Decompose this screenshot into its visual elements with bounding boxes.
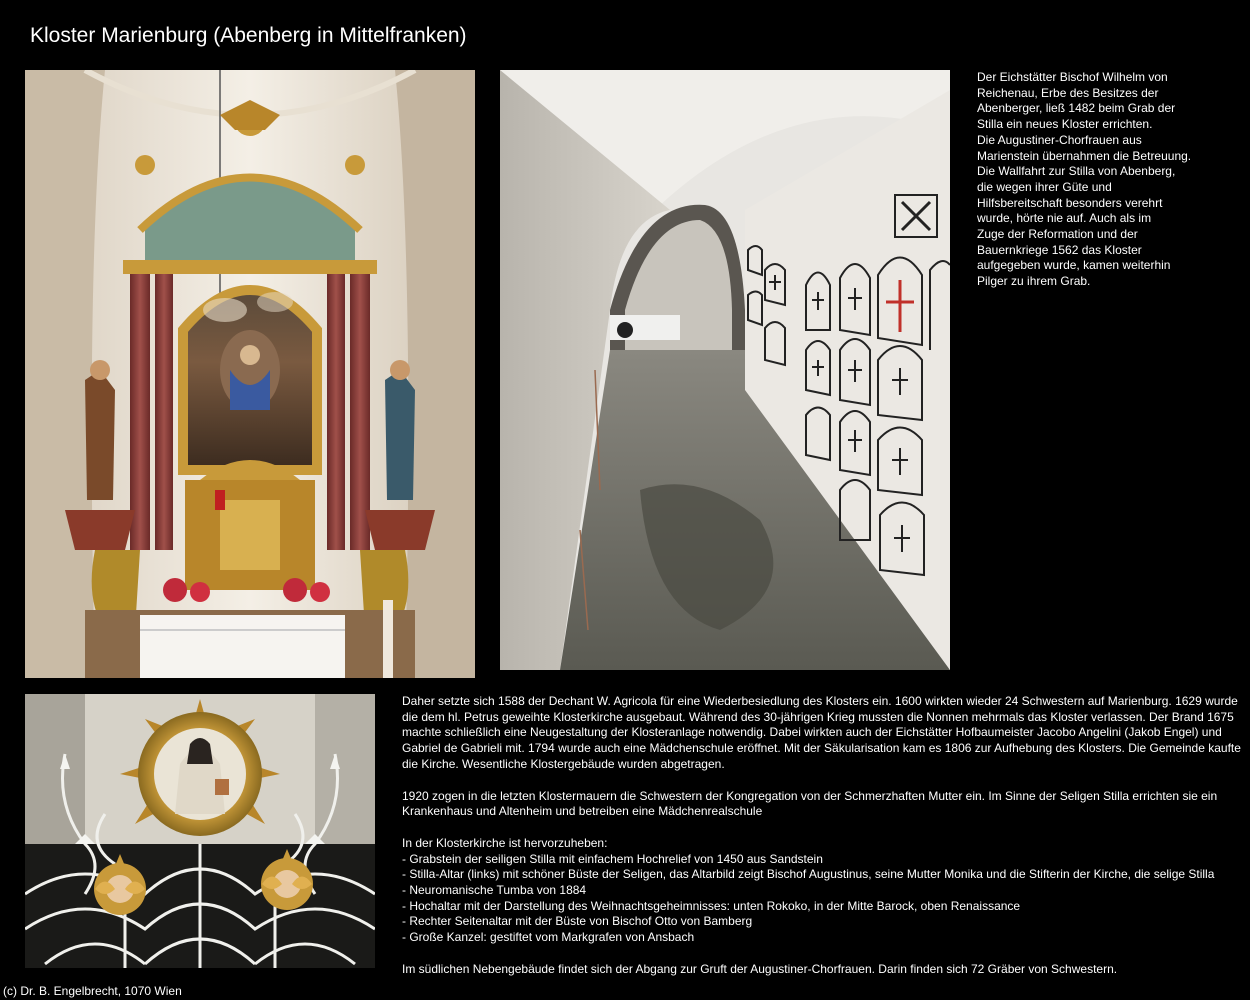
list-item: - Neuromanische Tumba von 1884 <box>402 883 587 898</box>
side-text-line: Zuge der Reformation und der <box>977 227 1138 242</box>
side-text-line: wurde, hörte nie auf. Auch als im <box>977 211 1152 226</box>
side-text-line: Bauernkriege 1562 das Kloster <box>977 242 1142 257</box>
side-text-line: Marienstein übernahmen die Betreuung. <box>977 148 1192 163</box>
paragraph-congregation: 1920 zogen in die letzten Klostermauern die Schwestern der Kongregation von der Schmerzhaften Mutter ein. Im Sinne der Seligen Stilla errichten sie ein Krankenhaus und Altenheim und betreiben eine Mädchenrealschule <box>402 788 1218 819</box>
side-text-line: Reichenau, Erbe des Besitzes der <box>977 85 1159 100</box>
history-side-text <box>977 70 1217 290</box>
side-text-line: die wegen ihrer Güte und <box>977 179 1112 194</box>
list-item: - Grabstein der seiligen Stilla mit einfachem Hochrelief von 1450 aus Sandstein <box>402 851 823 866</box>
high-altar-image <box>25 70 475 678</box>
side-text-line: Abenberger, ließ 1482 beim Grab der <box>977 101 1176 116</box>
paragraph-resettlement: Daher setzte sich 1588 der Dechant W. Agricola für eine Wiederbesiedlung des Klosters ein. 1600 wirkten wieder 24 Schwestern auf Marienburg. 1629 wurde die dem hl. Petrus geweihte Klosterkirche ausgebaut. Während des 30-jährigen Krieg mussten die Nonnen mehrmals das Kloster verlassen. Der Brand 1675 machte schließlich eine Neugestaltung der Klosteranlage notwendig. Dabei wirkten auch der Eichstätter Hofbaumeister Jacobo Angelini (Jakob Engel) und Gabriel de Gabrieli mit. 1794 wurde auch eine Mädchenschule eröffnet. Mit der Säkularisation kam es 1806 zur Aufhebung des Klosters. Die Gemeinde kaufte die Kirche. Wesentliche Klostergebäude wurden abgetragen. <box>402 694 1241 771</box>
side-text-line: Stilla ein neues Kloster errichten. <box>977 117 1153 132</box>
list-item: - Stilla-Altar (links) mit schöner Büste der Seligen, das Altarbild zeigt Bischof Augustinus, seine Mutter Monika und die Stifterin der Kirche, die selige Stilla <box>402 867 1215 882</box>
side-text-line: aufgegeben wurde, kamen weiterhin <box>977 258 1171 273</box>
highlights-list <box>402 852 1242 946</box>
side-text-line: Die Wallfahrt zur Stilla von Abenberg, <box>977 164 1176 179</box>
page-title: Kloster Marienburg (Abenberg in Mittelfranken) <box>30 24 467 47</box>
highlights-title: In der Klosterkirche ist hervorzuheben: <box>402 835 608 850</box>
side-text-line: Pilger zu ihrem Grab. <box>977 274 1091 289</box>
stilla-grille-image <box>25 694 375 968</box>
side-text-line: Die Augustiner-Chorfrauen aus <box>977 132 1142 147</box>
copyright-footer: (c) Dr. B. Engelbrecht, 1070 Wien <box>3 984 182 998</box>
list-item: - Große Kanzel: gestiftet vom Markgrafen von Ansbach <box>402 930 695 945</box>
crypt-photo <box>500 70 950 670</box>
history-main-text <box>402 694 1242 994</box>
high-altar-photo <box>25 70 475 678</box>
crypt-image <box>500 70 950 670</box>
paragraph-crypt: Im südlichen Nebengebäude findet sich der Abgang zur Gruft der Augustiner-Chorfrauen. Darin finden sich 72 Gräber von Schwestern. <box>402 961 1118 976</box>
list-item: - Rechter Seitenaltar mit der Büste von Bischof Otto von Bamberg <box>402 914 753 929</box>
side-text-line: Hilfsbereitschaft besonders verehrt <box>977 195 1163 210</box>
stilla-grille-photo <box>25 694 375 968</box>
side-text-line: Der Eichstätter Bischof Wilhelm von <box>977 70 1168 84</box>
list-item: - Hochaltar mit der Darstellung des Weihnachtsgeheimnisses: unten Rokoko, in der Mitte Barock, oben Renaissance <box>402 898 1021 913</box>
